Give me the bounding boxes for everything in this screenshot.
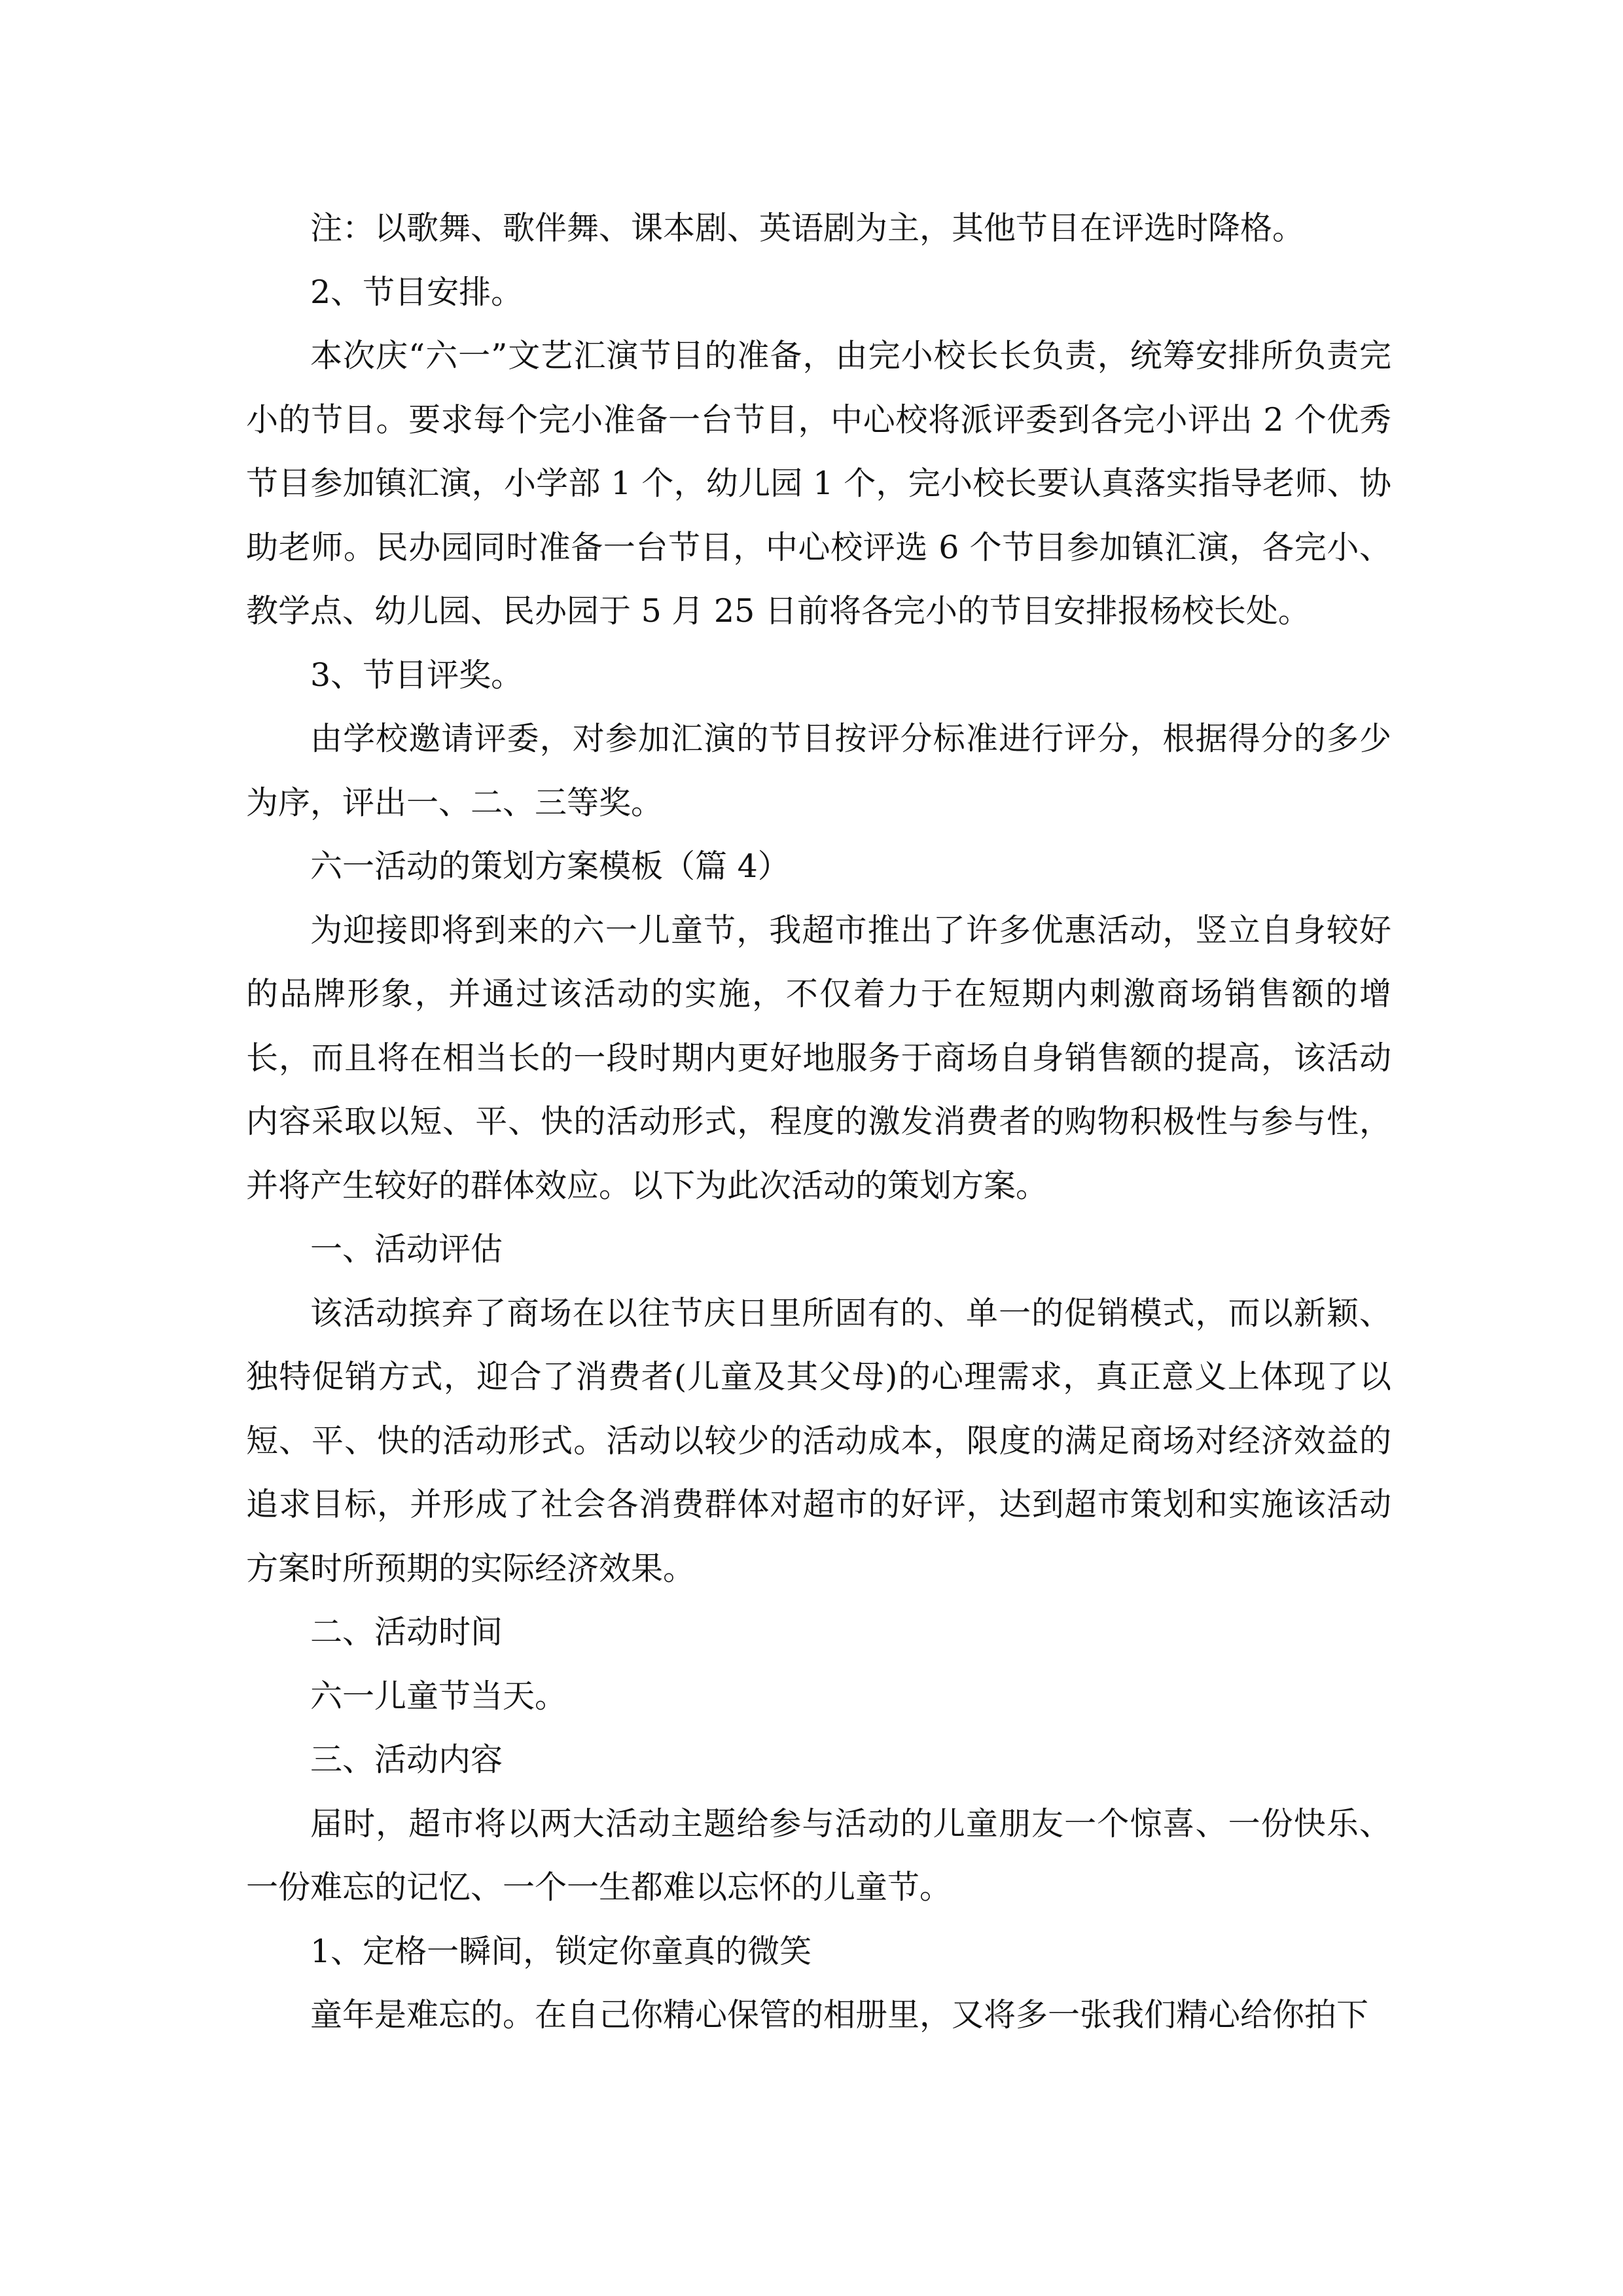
paragraph-awards-detail: 由学校邀请评委，对参加汇演的节目按评分标准进行评分，根据得分的多少为序，评出一、二、三等奖。 <box>246 720 1391 821</box>
paragraph-note: 注：以歌舞、歌伴舞、课本剧、英语剧为主，其他节目在评选时降格。 <box>310 209 1305 247</box>
heading-activity-time: 二、活动时间 <box>310 1613 503 1651</box>
paragraph-arrangement-detail: 本次庆“六一”文艺汇演节目的准备，由完小校长长负责，统筹安排所负责完小的节目。要求每个完小准备一台节目，中心校将派评委到各完小评出 2 个优秀节目参加镇汇演，小学部 1 个，幼儿园 1 个，完小校长要认真落实指导老师、协助老师。民办园同时准备一台节目，中心校评选 6 个节目参加镇汇演，各完小、教学点、幼儿园、民办园于 5 月 25 日前将各完小的节目安排报杨校长处。 <box>246 337 1391 630</box>
paragraph-content-intro: 届时，超市将以两大活动主题给参与活动的儿童朋友一个惊喜、一份快乐、一份难忘的记忆、一个一生都难以忘怀的儿童节。 <box>246 1804 1391 1906</box>
heading-freeze-moment: 1、定格一瞬间，锁定你童真的微笑 <box>310 1932 812 1970</box>
paragraph-evaluation-detail: 该活动摈弃了商场在以往节庆日里所固有的、单一的促销模式，而以新颖、独特促销方式，迎合了消费者(儿童及其父母)的心理需求，真正意义上体现了以短、平、快的活动形式。活动以较少的活动成本，限度的满足商场对经济效益的追求目标，并形成了社会各消费群体对超市的好评，达到超市策划和实施该活动方案时所预期的实际经济效果。 <box>246 1294 1392 1587</box>
document-body <box>246 196 1391 2047</box>
paragraph-activity-time: 六一儿童节当天。 <box>310 1677 567 1715</box>
paragraph-introduction: 为迎接即将到来的六一儿童节，我超市推出了许多优惠活动，竖立自身较好的品牌形象，并通过该活动的实施，不仅着力于在短期内刺激商场销售额的增长，而且将在相当长的一段时期内更好地服务于商场自身销售额的提高，该活动内容采取以短、平、快的活动形式，程度的激发消费者的购物积极性与参与性，并将产生较好的群体效应。以下为此次活动的策划方案。 <box>246 911 1391 1204</box>
paragraph-childhood: 童年是难忘的。在自己你精心保管的相册里，又将多一张我们精心给你拍下 <box>310 1996 1369 2034</box>
heading-program-arrangement: 2、节目安排。 <box>310 273 524 311</box>
heading-program-awards: 3、节目评奖。 <box>310 656 524 694</box>
heading-activity-content: 三、活动内容 <box>310 1741 503 1778</box>
section-title-template-4: 六一活动的策划方案模板（篇 4） <box>310 848 790 885</box>
heading-activity-evaluation: 一、活动评估 <box>310 1230 503 1268</box>
